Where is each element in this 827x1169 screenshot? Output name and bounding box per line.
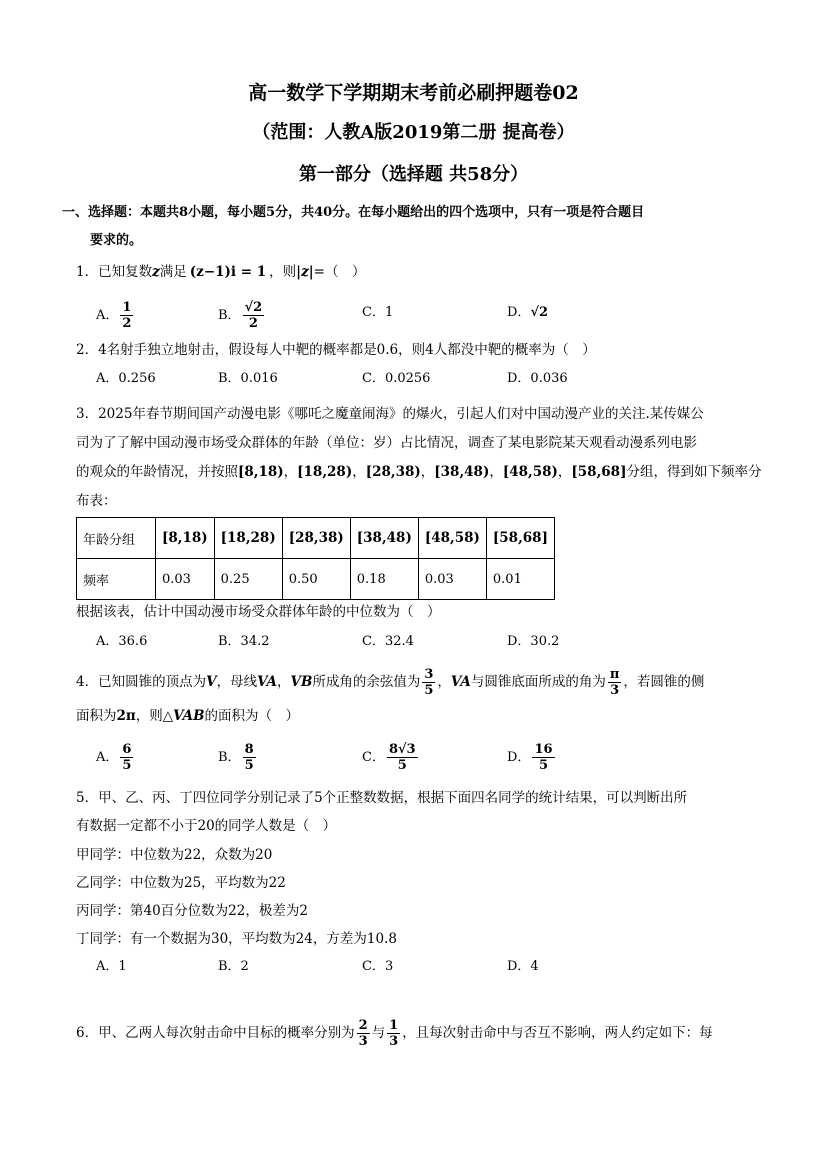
q4-pre: 4．已知圆锥的顶点为 xyxy=(76,674,207,690)
q5-option-b[interactable]: B．2 xyxy=(218,959,249,974)
table-interval-5: [48,58) xyxy=(418,518,486,559)
q4-va2: VA xyxy=(450,674,471,690)
q4-option-d[interactable] xyxy=(507,742,557,773)
q1-mid: 满足 xyxy=(159,264,187,280)
q2-option-c[interactable]: C．0.0256 xyxy=(362,371,431,386)
frequency-table xyxy=(76,517,555,600)
q4-b-num: 8 xyxy=(244,742,254,757)
q1-option-d[interactable] xyxy=(507,303,548,323)
q6-pre: 6．甲、乙两人每次射击命中目标的概率分别为 xyxy=(76,1025,355,1041)
q4-a-frac xyxy=(120,742,133,773)
q1-a-frac xyxy=(120,300,133,331)
q3-interval-4: [38,48) xyxy=(434,464,490,480)
question-3-line1: 3．2025年春节期间国产动漫电影《哪吒之魔童闹海》的爆火，引起人们对中国动漫产业的关注.某传媒公 xyxy=(76,406,704,422)
q1-option-b[interactable] xyxy=(218,300,266,331)
q4-t2: ， xyxy=(276,674,291,690)
table-freq-1: 0.03 xyxy=(156,559,215,600)
q4-ang-den: 3 xyxy=(610,683,620,698)
question-4-line1 xyxy=(76,667,704,698)
q4-b-frac xyxy=(243,742,256,773)
q6-p1-den: 3 xyxy=(358,1034,368,1049)
q1-b-frac xyxy=(243,300,265,331)
q4-t4: ， xyxy=(437,674,451,690)
q1-b-den: 2 xyxy=(248,316,258,331)
question-5-line2: 有数据一定都不小于20的同学人数是（ ） xyxy=(76,818,337,834)
question-3-line4: 布表： xyxy=(76,493,117,509)
q4-angle-frac xyxy=(608,667,622,698)
q3-option-b[interactable]: B．34.2 xyxy=(218,634,270,649)
q6-p2-num: 1 xyxy=(389,1018,399,1033)
q1-var: z xyxy=(152,264,160,280)
q6-post: ，且每次射击命中与否互不影响，两人约定如下：每 xyxy=(402,1025,713,1041)
q4-line2-mid: ，则 xyxy=(135,708,163,724)
q1-a-label: A． xyxy=(96,308,119,323)
q2-option-b[interactable]: B．0.016 xyxy=(218,371,278,386)
q4-triangle: △VAB xyxy=(162,708,205,724)
q5-option-d[interactable]: D．4 xyxy=(507,959,539,974)
q3-interval-5: [48,58) xyxy=(502,464,558,480)
question-3-line3: 的观众的年龄情况，并按照[8,18)，[18,28)，[28,38)，[38,48)，[48,58)，[58,68]分组，得到如下频率分 xyxy=(76,464,762,480)
table-interval-4: [38,48) xyxy=(350,518,418,559)
q1-mid2: ，则 xyxy=(269,264,297,280)
q4-option-c[interactable] xyxy=(362,742,420,773)
q4-line2-pre: 面积为 xyxy=(76,708,117,724)
q4-cos-frac xyxy=(422,667,435,698)
question-1 xyxy=(76,262,365,282)
q4-d-num: 16 xyxy=(534,742,553,757)
q4-t1: ，母线 xyxy=(216,674,258,690)
question-2: 2．4名射手独立地射击，假设每人中靶的概率都是0.6，则4人都没中靶的概率为（ ） xyxy=(76,342,596,358)
q3-line3-post: 分组，得到如下频率分 xyxy=(626,464,762,480)
q4-vb: VB xyxy=(290,674,313,690)
q3-interval-3: [28,38) xyxy=(365,464,421,480)
q4-b-den: 5 xyxy=(244,758,254,773)
q1-b-label: B． xyxy=(218,308,241,323)
q4-option-a[interactable] xyxy=(96,742,135,773)
q1-pre: 1．已知复数 xyxy=(76,264,153,280)
q4-a-den: 5 xyxy=(122,758,132,773)
q4-a-label: A． xyxy=(96,750,119,765)
part-heading: 第一部分（选择题 共58分） xyxy=(298,164,529,185)
q5-statement-2: 乙同学：中位数为25，平均数为22 xyxy=(76,875,286,891)
q1-b-num: √2 xyxy=(244,300,263,315)
q5-option-a[interactable]: A．1 xyxy=(96,959,127,974)
q4-d-frac xyxy=(532,742,554,773)
question-5-line1: 5．甲、乙、丙、丁四位同学分别记录了5个正整数数据，根据下面四名同学的统计结果，可以判断出所 xyxy=(76,790,688,806)
q5-statement-1: 甲同学：中位数为22，众数为20 xyxy=(76,847,273,863)
q4-a-num: 6 xyxy=(122,742,132,757)
section-instruction-cont: 要求的。 xyxy=(90,233,143,248)
table-interval-3: [28,38) xyxy=(282,518,350,559)
table-interval-2: [18,28) xyxy=(214,518,282,559)
q4-t6: ，若圆锥的侧 xyxy=(623,674,705,690)
table-freq-6: 0.01 xyxy=(486,559,554,600)
q2-option-a[interactable]: A．0.256 xyxy=(96,371,156,386)
q6-p2-frac xyxy=(387,1018,400,1049)
table-head-label: 年龄分组 xyxy=(77,518,156,559)
q4-va: VA xyxy=(257,674,277,690)
question-3-prompt: 根据该表，估计中国动漫市场受众群体年龄的中位数为（ ） xyxy=(76,604,441,620)
q4-c-den: 5 xyxy=(397,758,407,773)
q4-c-label: C． xyxy=(362,750,385,765)
question-6-line1 xyxy=(76,1018,713,1049)
q4-t3: 所成角的余弦值为 xyxy=(312,674,421,690)
q6-mid: 与 xyxy=(371,1025,386,1041)
q4-option-b[interactable] xyxy=(218,742,258,773)
q3-option-a[interactable]: A．36.6 xyxy=(96,634,148,649)
question-3-line2: 司为了了解中国动漫市场受众群体的年龄（单位：岁）占比情况，调查了某电影院某天观看动漫系列电影 xyxy=(76,435,697,451)
table-row-header xyxy=(77,518,555,559)
q1-option-c[interactable]: C．1 xyxy=(362,305,394,320)
q1-option-a[interactable] xyxy=(96,300,135,331)
q1-equation: (z−1)i = 1 xyxy=(189,264,267,280)
q1-abs: |z| xyxy=(296,264,314,280)
q1-d-label: D． xyxy=(507,305,531,320)
q4-v: V xyxy=(206,674,217,690)
q4-ang-num: π xyxy=(609,667,620,682)
q3-interval-6: [58,68] xyxy=(571,464,627,480)
q4-b-label: B． xyxy=(218,750,241,765)
q1-post: =（ ） xyxy=(313,264,366,280)
q6-p2-den: 3 xyxy=(389,1034,399,1049)
q3-interval-1: [8,18) xyxy=(238,464,284,480)
q1-a-den: 2 xyxy=(122,316,132,331)
q1-a-num: 1 xyxy=(122,300,132,315)
exam-subtitle: （范围：人教A版2019第二册 提高卷） xyxy=(252,122,575,143)
table-row-label: 频率 xyxy=(77,559,156,600)
q5-statement-4: 丁同学：有一个数据为30，平均数为24，方差为10.8 xyxy=(76,931,397,947)
q4-c-num: 8√3 xyxy=(388,742,416,757)
q3-line3-pre: 的观众的年龄情况，并按照 xyxy=(76,464,238,480)
q5-option-c[interactable]: C．3 xyxy=(362,959,394,974)
section-instruction: 一、选择题：本题共8小题，每小题5分，共40分。在每小题给出的四个选项中，只有一项是符合题目 xyxy=(62,205,645,220)
q4-d-den: 5 xyxy=(538,758,548,773)
question-4-line2 xyxy=(76,706,299,726)
table-freq-4: 0.18 xyxy=(350,559,418,600)
q3-option-c[interactable]: C．32.4 xyxy=(362,634,414,649)
q4-d-label: D． xyxy=(507,750,531,765)
table-interval-6: [58,68] xyxy=(486,518,554,559)
q2-option-d[interactable]: D．0.036 xyxy=(507,371,568,386)
table-freq-5: 0.03 xyxy=(418,559,486,600)
q4-cos-den: 5 xyxy=(424,683,434,698)
q4-cos-num: 3 xyxy=(424,667,434,682)
q1-d-value: √2 xyxy=(530,305,549,320)
q6-p1-num: 2 xyxy=(358,1018,368,1033)
q4-line2-post: 的面积为（ ） xyxy=(204,708,299,724)
table-row-freq xyxy=(77,559,555,600)
q4-c-frac xyxy=(387,742,418,773)
q4-area: 2π xyxy=(116,708,136,724)
q5-statement-3: 丙同学：第40百分位数为22，极差为2 xyxy=(76,903,308,919)
q3-interval-2: [18,28) xyxy=(297,464,353,480)
q3-option-d[interactable]: D．30.2 xyxy=(507,634,560,649)
exam-title: 高一数学下学期期末考前必刷押题卷02 xyxy=(248,82,579,104)
q4-t5: 与圆锥底面所成的角为 xyxy=(470,674,606,690)
table-freq-2: 0.25 xyxy=(214,559,282,600)
q6-p1-frac xyxy=(357,1018,370,1049)
table-interval-1: [8,18) xyxy=(156,518,215,559)
table-freq-3: 0.50 xyxy=(282,559,350,600)
